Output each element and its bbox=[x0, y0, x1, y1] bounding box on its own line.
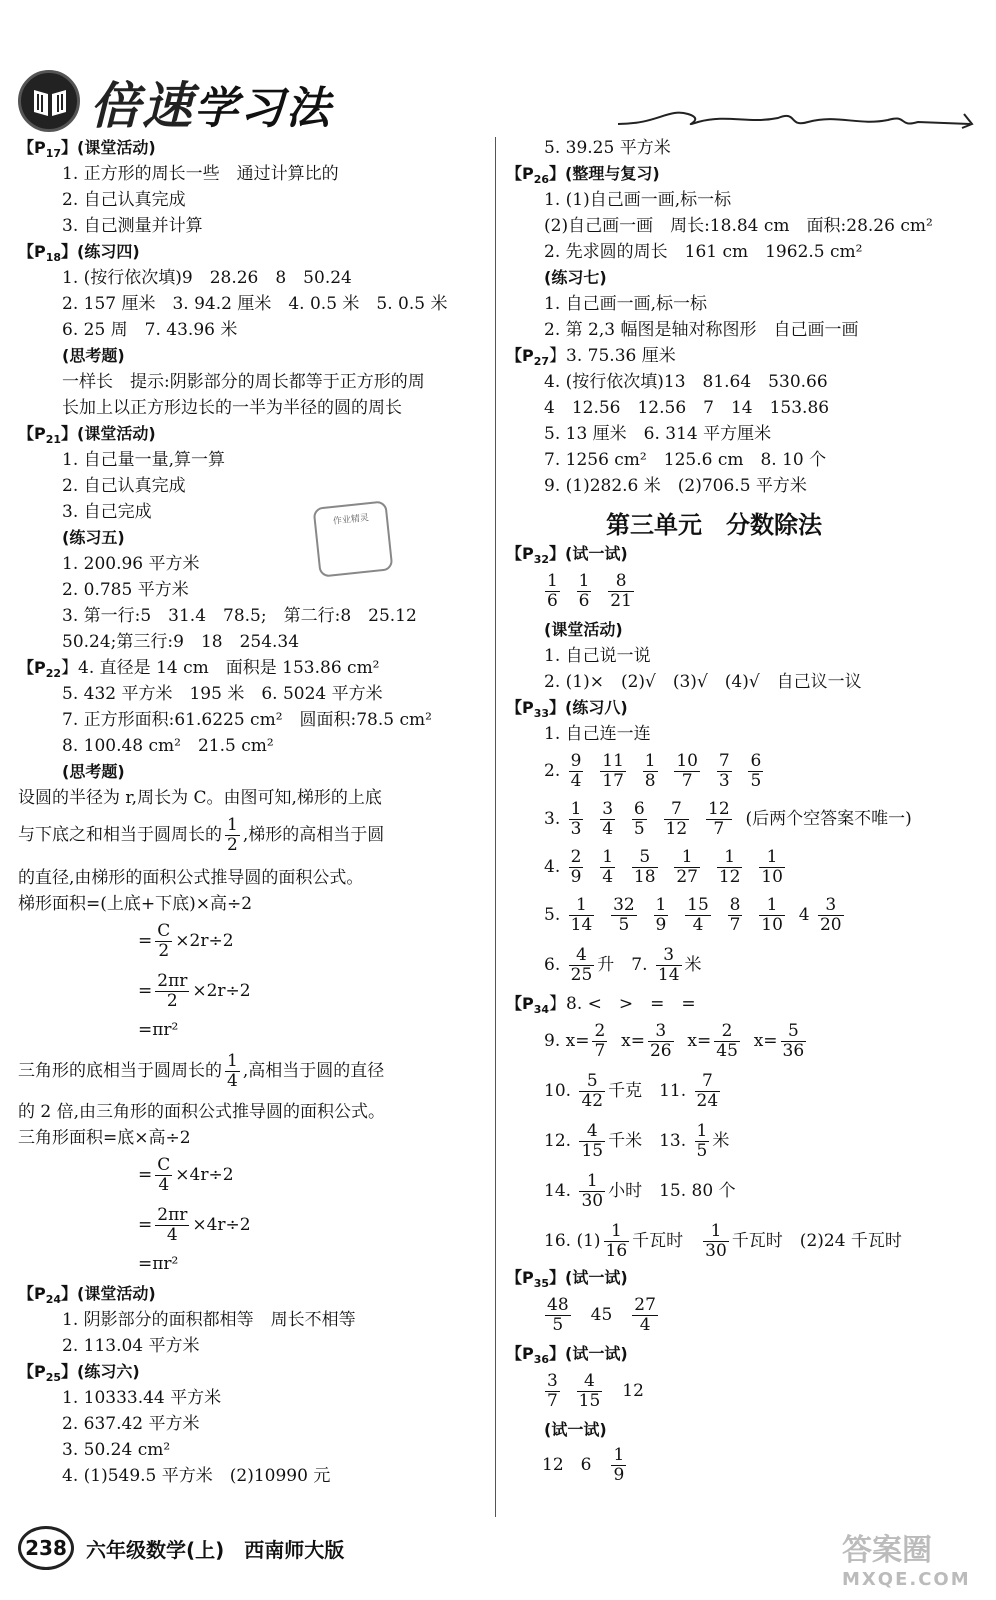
fraction: $\frac{1}{9}$ bbox=[613, 1445, 625, 1485]
text: 10. bbox=[544, 1081, 577, 1101]
fraction: $\frac{4}{25}$ bbox=[570, 945, 593, 985]
text bbox=[629, 761, 640, 781]
fraction: $\frac{7}{12}$ bbox=[665, 799, 688, 839]
column-divider bbox=[495, 137, 496, 1517]
formula-line: = $\frac{2\pi r}{2}$ ×2r÷2 bbox=[138, 971, 251, 1011]
fraction: $\frac{1}{12}$ bbox=[718, 847, 741, 887]
text bbox=[788, 857, 799, 877]
fraction-row bbox=[544, 1169, 736, 1213]
fraction: $\frac{2}{9}$ bbox=[570, 847, 582, 887]
answer-line: 1. 自己说一说 bbox=[544, 646, 651, 666]
decorative-swirl-icon bbox=[618, 104, 978, 132]
fraction: $\frac{27}{4}$ bbox=[634, 1295, 656, 1335]
fraction: $\frac{2}{7}$ bbox=[594, 1021, 606, 1061]
fraction-row bbox=[544, 1069, 723, 1113]
fraction-row bbox=[542, 569, 637, 613]
fraction: $\frac{8}{21}$ bbox=[610, 571, 632, 611]
fraction: $\frac{9}{4}$ bbox=[570, 751, 582, 791]
section-p35: 【$P_{35}$】(试一试) bbox=[506, 1268, 628, 1291]
formula-line: =πr² bbox=[138, 1254, 179, 1274]
answer-line: 2. 637.42 平方米 bbox=[62, 1414, 200, 1434]
header bbox=[18, 64, 978, 134]
text: 12 6 bbox=[542, 1455, 609, 1475]
text: 升 7. bbox=[597, 955, 653, 975]
fraction: $\frac{3}{14}$ bbox=[657, 945, 680, 985]
answer-line: 8. 100.48 cm² 21.5 cm² bbox=[62, 736, 274, 756]
text: 16. (1) bbox=[544, 1231, 601, 1251]
text bbox=[650, 809, 661, 829]
text bbox=[703, 857, 714, 877]
answer-line: 3. 第一行:5 31.4 78.5; 第二行:8 25.12 bbox=[62, 606, 417, 626]
answer-line: 2. 157 厘米 3. 94.2 厘米 4. 0.5 米 5. 0.5 米 bbox=[62, 294, 448, 314]
fraction: $\frac{3}{20}$ bbox=[819, 895, 842, 935]
answer-line: 2. 0.785 平方米 bbox=[62, 580, 189, 600]
brand-title: 倍速学习法 bbox=[90, 77, 332, 135]
fraction: $\frac{1}{3}$ bbox=[570, 799, 582, 839]
unit-title: 第三单元 分数除法 bbox=[606, 511, 822, 539]
fraction: $\frac{5}{42}$ bbox=[581, 1071, 604, 1111]
fraction: $\frac{1}{14}$ bbox=[570, 895, 593, 935]
fraction-row bbox=[544, 797, 912, 841]
answer-line: 梯形面积=(上底+下底)×高÷2 bbox=[18, 894, 253, 914]
section-p27: 【$P_{27}$】3. 75.36 厘米 bbox=[506, 346, 676, 369]
answer-line: 的直径,由梯形的面积公式推导圆的面积公式。 bbox=[18, 868, 364, 888]
fraction-row bbox=[544, 1019, 820, 1063]
answer-line: 5. 39.25 平方米 bbox=[544, 138, 671, 158]
text: 千瓦时 (2)24 千瓦时 bbox=[731, 1231, 902, 1251]
text: 千瓦时 bbox=[632, 1231, 701, 1251]
fraction: $\frac{4}{15}$ bbox=[581, 1121, 604, 1161]
text: 千米 13. bbox=[608, 1131, 692, 1151]
fraction: $\frac{32}{5}$ bbox=[613, 895, 635, 935]
answer-line: 7. 1256 cm² 125.6 cm 8. 10 个 bbox=[544, 450, 827, 470]
answer-line: 1. (按行依次填)9 28.26 8 50.24 bbox=[62, 268, 352, 288]
text: 5. bbox=[544, 905, 566, 925]
answer-line: 2. 第 2,3 幅图是轴对称图形 自己画一画 bbox=[544, 320, 859, 340]
fraction-row bbox=[544, 893, 847, 937]
answer-line: 1. 200.96 平方米 bbox=[62, 554, 200, 574]
fraction: $\frac{1}{8}$ bbox=[644, 751, 656, 791]
text bbox=[788, 905, 799, 925]
fraction: $\frac{1}{5}$ bbox=[696, 1121, 708, 1161]
answer-line: 50.24;第三行:9 18 254.34 bbox=[62, 632, 300, 652]
text bbox=[677, 1031, 688, 1051]
text: 45 bbox=[573, 1305, 630, 1325]
answer-line: 2. 113.04 平方米 bbox=[62, 1336, 200, 1356]
text: 米 bbox=[684, 955, 702, 975]
fraction: $\frac{1}{6}$ bbox=[578, 571, 590, 611]
subsection-title: (试一试) bbox=[544, 1420, 607, 1439]
text: 千克 11. bbox=[608, 1081, 692, 1101]
section-p26: 【$P_{26}$】(整理与复习) bbox=[506, 164, 660, 187]
text: 4. bbox=[544, 857, 566, 877]
text: x= bbox=[687, 1031, 712, 1051]
fraction: $\frac{5}{36}$ bbox=[782, 1021, 805, 1061]
text bbox=[640, 905, 651, 925]
text bbox=[661, 761, 672, 781]
fraction-row bbox=[542, 1293, 661, 1337]
text: x= bbox=[621, 1031, 645, 1051]
section-p33: 【$P_{33}$】(练习八) bbox=[506, 698, 628, 721]
fraction: $\frac{6}{5}$ bbox=[633, 799, 645, 839]
answer-line: 2. 先求圆的周长 161 cm 1962.5 cm² bbox=[544, 242, 863, 262]
fraction: $\frac{4}{15}$ bbox=[578, 1371, 601, 1411]
answer-line: 2. 自己认真完成 bbox=[62, 190, 186, 210]
text bbox=[809, 1031, 820, 1051]
text bbox=[586, 857, 597, 877]
text: 12. bbox=[544, 1131, 577, 1151]
fraction: $\frac{48}{5}$ bbox=[547, 1295, 569, 1335]
fraction: $\frac{3}{26}$ bbox=[649, 1021, 672, 1061]
text: 12 bbox=[605, 1381, 644, 1401]
fraction-row bbox=[542, 1369, 644, 1413]
text: 6. bbox=[544, 955, 566, 975]
text bbox=[671, 905, 682, 925]
text bbox=[735, 761, 746, 781]
text bbox=[692, 809, 703, 829]
fraction: $\frac{8}{7}$ bbox=[729, 895, 741, 935]
answer-line: 6. 25 周 7. 43.96 米 bbox=[62, 320, 238, 340]
text bbox=[594, 581, 605, 601]
text: x= bbox=[753, 1031, 778, 1051]
fraction: $\frac{6}{5}$ bbox=[750, 751, 762, 791]
fraction: $\frac{11}{17}$ bbox=[602, 751, 624, 791]
answer-line: 9. (1)282.6 米 (2)706.5 平方米 bbox=[544, 476, 807, 496]
answer-line: 5. 432 平方米 195 米 6. 5024 平方米 bbox=[62, 684, 383, 704]
text bbox=[745, 905, 756, 925]
text bbox=[563, 581, 574, 601]
book-title: 六年级数学(上) 西南师大版 bbox=[86, 1538, 345, 1562]
fraction-row bbox=[544, 845, 799, 889]
fraction: $\frac{1}{9}$ bbox=[655, 895, 667, 935]
fraction: $\frac{15}{4}$ bbox=[687, 895, 709, 935]
answer-line: 3. 自己完成 bbox=[62, 502, 152, 522]
fraction-row bbox=[542, 1443, 629, 1487]
footer bbox=[18, 1524, 978, 1584]
answer-line: 1. 阴影部分的面积都相等 周长不相等 bbox=[62, 1310, 356, 1330]
fraction-row bbox=[544, 1119, 729, 1163]
formula-line: = $\frac{C}{4}$ ×4r÷2 bbox=[138, 1155, 234, 1195]
answer-line: 长加上以正方形边长的一半为半径的圆的周长 bbox=[62, 398, 402, 418]
answer-line: 1. 10333.44 平方米 bbox=[62, 1388, 222, 1408]
page-number: 238 bbox=[18, 1526, 74, 1570]
section-p36: 【$P_{36}$】(试一试) bbox=[506, 1344, 628, 1367]
answer-line: 设圆的半径为 r,周长为 C。由图可知,梯形的上底 bbox=[18, 788, 382, 808]
text bbox=[661, 857, 672, 877]
answer-line: 5. 13 厘米 6. 314 平方厘米 bbox=[544, 424, 772, 444]
fraction: $\frac{5}{18}$ bbox=[633, 847, 656, 887]
answer-line: 3. 自己测量并计算 bbox=[62, 216, 203, 236]
fraction: $\frac{2}{45}$ bbox=[716, 1021, 738, 1061]
answer-line: 1. 自己连一连 bbox=[544, 724, 651, 744]
formula-line: =πr² bbox=[138, 1020, 179, 1040]
answer-line: 4 12.56 12.56 7 14 153.86 bbox=[544, 398, 830, 418]
answer-line: 1. (1)自己画一画,标一标 bbox=[544, 190, 732, 210]
section-p32: 【$P_{32}$】(试一试) bbox=[506, 544, 628, 567]
answer-line: 2. 自己认真完成 bbox=[62, 476, 186, 496]
text: 4 bbox=[798, 905, 815, 925]
section-p34: 【$P_{34}$】8. < > = = bbox=[506, 994, 696, 1017]
answer-line: 3. 50.24 cm² bbox=[62, 1440, 171, 1460]
answer-line: 1. 自己量一量,算一算 bbox=[62, 450, 226, 470]
formula-line: = $\frac{2\pi r}{4}$ ×4r÷2 bbox=[138, 1205, 251, 1245]
watermark: 答案圈 MXQE.COM bbox=[842, 1533, 971, 1590]
text: 米 bbox=[712, 1131, 730, 1151]
subsection-title: (课堂活动) bbox=[544, 620, 623, 639]
text bbox=[618, 857, 629, 877]
fraction: $\frac{7}{24}$ bbox=[696, 1071, 719, 1111]
text bbox=[597, 905, 608, 925]
text: 14. bbox=[544, 1181, 577, 1201]
fraction: $\frac{1}{16}$ bbox=[605, 1221, 628, 1261]
subsection-title: (练习五) bbox=[62, 528, 125, 547]
text: 9. bbox=[544, 1031, 566, 1051]
text: 3. bbox=[544, 809, 566, 829]
section-p17: 【$P_{17}$】(课堂活动) bbox=[18, 138, 156, 161]
fraction: $\frac{1}{6}$ bbox=[547, 571, 558, 611]
answer-line: 三角形面积=底×高÷2 bbox=[18, 1128, 191, 1148]
answer-line: 与下底之和相当于圆周长的 $\frac{1}{2}$ ,梯形的高相当于圆 bbox=[18, 815, 385, 855]
text bbox=[745, 857, 756, 877]
stamp-seal: 作业精灵 bbox=[313, 500, 394, 577]
subsection-title: (思考题) bbox=[62, 346, 125, 365]
book-logo-icon bbox=[18, 70, 80, 132]
text: x= bbox=[565, 1031, 590, 1051]
text bbox=[743, 1031, 754, 1051]
fraction-row bbox=[544, 943, 702, 987]
text bbox=[714, 905, 725, 925]
fraction: $\frac{7}{3}$ bbox=[718, 751, 730, 791]
subsection-title: (练习七) bbox=[544, 268, 607, 287]
answer-line: 的 2 倍,由三角形的面积公式推导圆的面积公式。 bbox=[18, 1102, 386, 1122]
fraction: $\frac{1}{10}$ bbox=[761, 847, 783, 887]
text bbox=[618, 809, 629, 829]
fraction: $\frac{1}{27}$ bbox=[676, 847, 698, 887]
fraction: $\frac{1}{10}$ bbox=[761, 895, 783, 935]
text bbox=[610, 1031, 621, 1051]
text bbox=[563, 1381, 574, 1401]
section-p24: 【$P_{24}$】(课堂活动) bbox=[18, 1284, 156, 1307]
fraction: $\frac{3}{7}$ bbox=[547, 1371, 558, 1411]
fraction-row bbox=[544, 749, 777, 793]
text: 小时 15. 80 个 bbox=[608, 1181, 736, 1201]
fraction: $\frac{10}{7}$ bbox=[676, 751, 698, 791]
fraction: $\frac{1}{4}$ bbox=[602, 847, 614, 887]
text bbox=[766, 761, 777, 781]
answer-line: 1. 正方形的周长一些 通过计算比的 bbox=[62, 164, 339, 184]
section-p21: 【$P_{21}$】(课堂活动) bbox=[18, 424, 156, 447]
answer-line: 2. (1)× (2)√ (3)√ (4)√ 自己议一议 bbox=[544, 672, 862, 692]
text: 2. bbox=[544, 761, 566, 781]
answer-line: (2)自己画一画 周长:18.84 cm 面积:28.26 cm² bbox=[544, 216, 933, 236]
section-p25: 【$P_{25}$】(练习六) bbox=[18, 1362, 140, 1385]
text bbox=[703, 761, 714, 781]
fraction: $\frac{12}{7}$ bbox=[708, 799, 730, 839]
fraction: $\frac{3}{4}$ bbox=[602, 799, 614, 839]
answer-line: 三角形的底相当于圆周长的 $\frac{1}{4}$ ,高相当于圆的直径 bbox=[18, 1051, 385, 1091]
answer-line: 4. (按行依次填)13 81.64 530.66 bbox=[544, 372, 828, 392]
text bbox=[586, 809, 597, 829]
fraction: $\frac{1}{30}$ bbox=[705, 1221, 727, 1261]
fraction-row bbox=[544, 1219, 902, 1263]
answer-line: 4. (1)549.5 平方米 (2)10990 元 bbox=[62, 1466, 331, 1486]
section-p22: 【$P_{22}$】4. 直径是 14 cm 面积是 153.86 cm² bbox=[18, 658, 380, 681]
answer-line: 一样长 提示:阴影部分的周长都等于正方形的周 bbox=[62, 372, 425, 392]
answer-line: 7. 正方形面积:61.6225 cm² 圆面积:78.5 cm² bbox=[62, 710, 432, 730]
text bbox=[735, 809, 746, 829]
fraction: $\frac{1}{30}$ bbox=[581, 1171, 604, 1211]
text bbox=[586, 761, 597, 781]
section-p18: 【$P_{18}$】(练习四) bbox=[18, 242, 140, 265]
subsection-title: (思考题) bbox=[62, 762, 125, 781]
formula-line: = $\frac{C}{2}$ ×2r÷2 bbox=[138, 921, 234, 961]
text: (后两个空答案不唯一) bbox=[745, 809, 912, 829]
answer-line: 1. 自己画一画,标一标 bbox=[544, 294, 708, 314]
